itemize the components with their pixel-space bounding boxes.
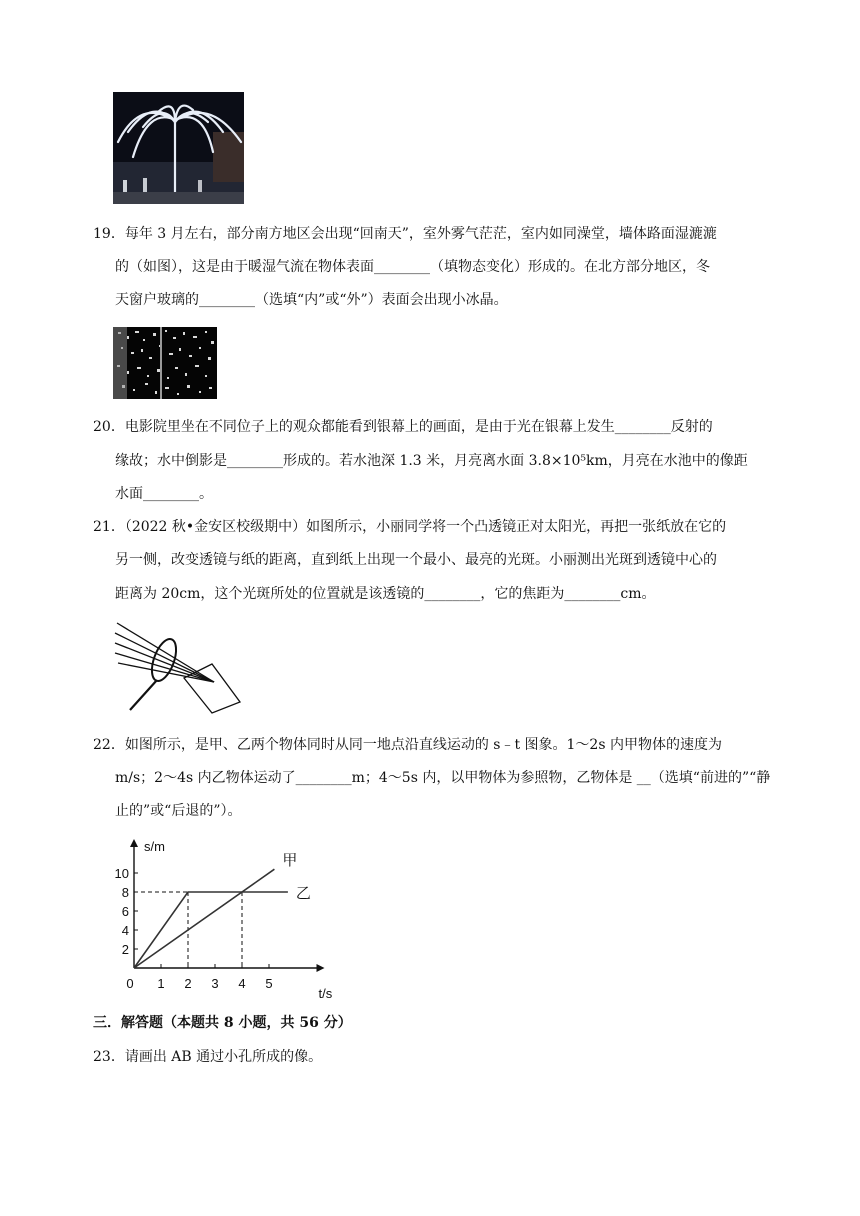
lens-diagram-art xyxy=(112,620,247,715)
section-heading: 三．解答题（本题共 8 小题，共 56 分） xyxy=(93,1015,352,1031)
x-axis-label: t/s xyxy=(318,986,333,1001)
series-label-0: 甲 xyxy=(282,852,298,870)
y-axis-arrow xyxy=(130,839,138,847)
y-tick-label: 2 xyxy=(121,942,129,957)
lens-diagram xyxy=(112,620,247,715)
series-line-1 xyxy=(134,892,288,968)
x-tick-label: 0 xyxy=(126,976,134,991)
x-tick-label: 5 xyxy=(265,976,273,991)
light-ray xyxy=(115,643,214,682)
q19-line-2: 的（如图），这是由于暖湿气流在物体表面________（填物态变化）形成的。在北方部分地区，冬 xyxy=(115,259,710,275)
q22-line-3: 止的”或“后退的”）。 xyxy=(115,803,242,819)
q20-line-2: 缘故；水中倒影是________形成的。若水池深 1.3 米，月亮离水面 3.8×10⁵km，月亮在水池中的像距 xyxy=(115,453,748,469)
y-tick-label: 4 xyxy=(121,923,129,938)
x-axis-arrow xyxy=(317,964,325,972)
y-tick-label: 6 xyxy=(121,904,129,919)
x-tick-label: 2 xyxy=(184,976,192,991)
q19-line-1: 19．每年 3 月左右，部分南方地区会出现“回南天”，室外雾气茫茫，室内如同澡堂，墙体路面湿漉漉 xyxy=(93,226,717,242)
lens-handle xyxy=(130,680,157,710)
q20-line-1: 20．电影院里坐在不同位子上的观众都能看到银幕上的画面，是由于光在银幕上发生________反射的 xyxy=(93,419,713,435)
x-tick-label: 3 xyxy=(211,976,219,991)
q21-line-3: 距离为 20cm，这个光斑所处的位置就是该透镜的________，它的焦距为________cm。 xyxy=(115,586,656,602)
foggy-window-photo xyxy=(113,327,217,399)
x-tick-label: 1 xyxy=(157,976,165,991)
q19-line-3: 天窗户玻璃的________（选填“内”或“外”）表面会出现小冰晶。 xyxy=(115,292,508,308)
q21-line-1: 21．（2022 秋•金安区校级期中）如图所示，小丽同学将一个凸透镜正对太阳光，再把一张纸放在它的 xyxy=(93,519,727,535)
y-tick-label: 10 xyxy=(114,866,129,881)
y-axis-label: s/m xyxy=(144,839,165,854)
q22-line-1: 22．如图所示，是甲、乙两个物体同时从同一地点沿直线运动的 s﹣t 图象。1～2s 内甲物体的速度为 xyxy=(93,737,722,753)
series-line-0 xyxy=(134,869,274,968)
convex-lens xyxy=(147,636,181,684)
x-tick-label: 4 xyxy=(238,976,246,991)
fountain-photo xyxy=(113,92,244,204)
y-tick-label: 8 xyxy=(121,885,129,900)
q21-line-2: 另一侧，改变透镜与纸的距离，直到纸上出现一个最小、最亮的光斑。小丽测出光斑到透镜中心的 xyxy=(115,552,717,568)
light-ray xyxy=(117,623,214,682)
q20-line-3: 水面________。 xyxy=(115,486,213,502)
foggy-window-art xyxy=(113,327,217,399)
q22-line-2: m/s；2～4s 内乙物体运动了________m；4～5s 内，以甲物体为参照物，乙物体是 __（选填“前进的”“静 xyxy=(115,770,771,786)
st-chart xyxy=(110,835,340,1005)
series-label-1: 乙 xyxy=(295,885,311,902)
q23-text: 23．请画出 AB 通过小孔所成的像。 xyxy=(93,1049,323,1065)
st-chart-svg xyxy=(110,835,340,1005)
fountain-photo-art xyxy=(113,92,244,204)
